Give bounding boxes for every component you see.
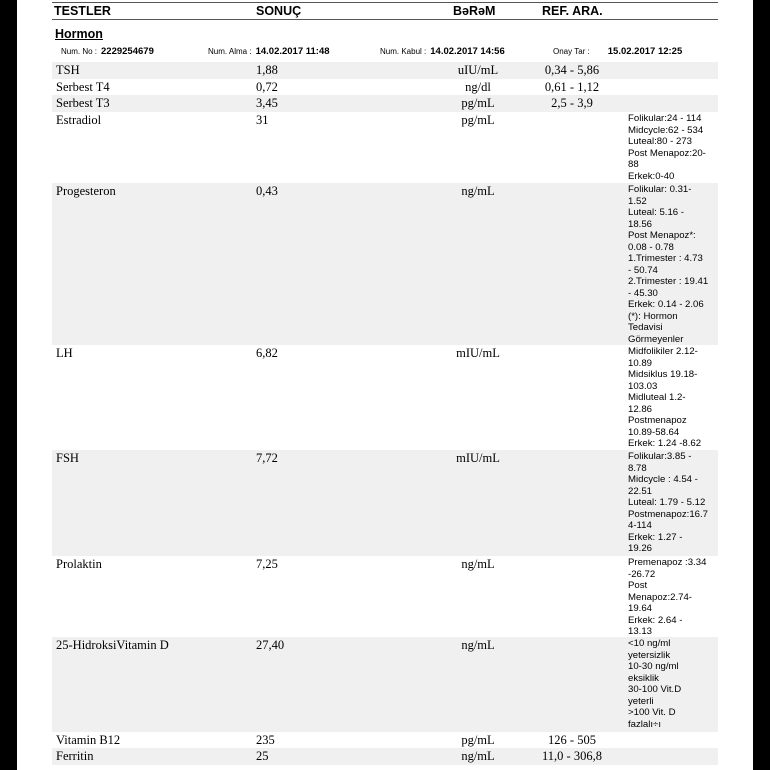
meta-onay-value: 15.02.2017 12:25 — [607, 46, 683, 57]
test-result: 31 — [256, 113, 269, 127]
test-unit: uIU/mL — [457, 63, 499, 77]
meta-num-alma — [208, 46, 330, 57]
table-row-tsh — [52, 62, 718, 79]
test-ref: 0,61 - 1,12 — [544, 80, 600, 94]
test-unit: ng/mL — [461, 638, 495, 652]
meta-num-no — [61, 46, 154, 57]
test-unit: mIU/mL — [456, 451, 500, 465]
test-unit: pg/mL — [461, 96, 495, 110]
test-name: Serbest T3 — [56, 96, 110, 110]
table-row-lh — [52, 345, 718, 450]
test-name: Ferritin — [56, 749, 94, 763]
test-name: Progesteron — [56, 184, 116, 198]
table-row-progesteron — [52, 183, 718, 345]
test-ref: 11,0 - 306,8 — [542, 749, 602, 763]
test-ref-note: <10 ng/ml yetersizlik 10-30 ng/ml eksiklik 30-100 Vit.D yeterli >100 Vit. D fazlalı÷ı — [628, 638, 682, 730]
test-unit: pg/mL — [461, 113, 495, 127]
meta-num-kabul-label: Num. Kabul : — [380, 47, 427, 56]
meta-num-alma-value: 14.02.2017 11:48 — [255, 46, 330, 57]
table-row-vitamin-d — [52, 637, 718, 732]
test-result: 1,88 — [256, 63, 278, 77]
meta-num-alma-label: Num. Alma : — [208, 47, 252, 56]
test-unit: ng/mL — [461, 749, 495, 763]
test-name: Estradiol — [56, 113, 102, 127]
test-name: FSH — [56, 451, 79, 465]
test-unit: mIU/mL — [456, 346, 500, 360]
test-unit: ng/mL — [461, 557, 495, 571]
test-result: 3,45 — [256, 96, 278, 110]
test-unit: ng/mL — [461, 184, 495, 198]
test-name: Serbest T4 — [56, 80, 110, 94]
meta-num-kabul-value: 14.02.2017 14:56 — [430, 46, 505, 57]
table-row-fsh — [52, 450, 718, 556]
test-result: 0,72 — [256, 80, 278, 94]
test-name: LH — [56, 346, 73, 360]
test-ref-note: Folikular:24 - 114 Midcycle:62 - 534 Luteal:80 - 273 Post Menapoz:20- 88 Erkek:0-40 — [628, 113, 706, 182]
test-result: 0,43 — [256, 184, 278, 198]
table-row-estradiol — [52, 112, 718, 183]
test-ref: 2,5 - 3,9 — [551, 96, 593, 110]
test-result: 6,82 — [256, 346, 278, 360]
test-result: 7,72 — [256, 451, 278, 465]
table-header — [52, 2, 718, 20]
test-ref-note: Folikular:3.85 - 8.78 Midcycle : 4.54 - 22.51 Luteal: 1.79 - 5.12 Postmenapoz:16.7 4-114 Erkek: 1.27 - 19.26 — [628, 451, 709, 554]
meta-num-kabul — [380, 46, 505, 57]
test-result: 235 — [256, 733, 275, 747]
header-sonuc: SONUÇ — [256, 4, 302, 18]
lab-report-page — [17, 0, 753, 770]
test-result: 7,25 — [256, 557, 278, 571]
table-row-serbest-t3 — [52, 95, 718, 112]
table-row-serbest-t4 — [52, 79, 718, 95]
test-result: 25 — [256, 749, 269, 763]
test-name: 25-HidroksiVitamin D — [56, 638, 169, 652]
test-name: TSH — [56, 63, 80, 77]
meta-onay — [553, 46, 682, 57]
table-row-ferritin — [52, 748, 718, 765]
test-ref-note: Midfolikiler 2.12- 10.89 Midsiklus 19.18- 103.03 Midluteal 1.2- 12.86 Postmenapoz 10.89-58.64 Erkek: 1.24 -8.62 — [628, 346, 702, 449]
test-ref-note: Premenapoz :3.34 -26.72 Post Menapoz:2.74- 19.64 Erkek: 2.64 - 13.13 — [628, 557, 707, 637]
test-unit: ng/dl — [465, 80, 491, 94]
meta-num-no-value: 2229254679 — [101, 46, 154, 57]
header-birim: BəRəM — [453, 4, 496, 18]
header-ref: REF. ARA. — [542, 4, 603, 18]
meta-onay-label: Onay Tar : — [553, 47, 590, 56]
meta-num-no-label: Num. No : — [61, 47, 98, 56]
test-name: Vitamin B12 — [56, 733, 121, 747]
table-row-vitamin-b12 — [52, 732, 718, 748]
test-ref: 126 - 505 — [548, 733, 596, 747]
test-name: Prolaktin — [56, 557, 102, 571]
test-unit: pg/mL — [461, 733, 495, 747]
section-title: Hormon — [55, 27, 103, 41]
table-row-prolaktin — [52, 556, 718, 637]
test-ref: 0,34 - 5,86 — [544, 63, 600, 77]
header-testler: TESTLER — [54, 4, 111, 18]
test-ref-note: Folikular: 0.31- 1.52 Luteal: 5.16 - 18.56 Post Menapoz*: 0.08 - 0.78 1.Trimester : 4.73 - 50.74 2.Trimester : 19.41 - 45.30 Erkek: 0.14 - 2.06 (*): Hormon Tedavisi Görmeyenler — [628, 184, 709, 345]
test-result: 27,40 — [256, 638, 285, 652]
